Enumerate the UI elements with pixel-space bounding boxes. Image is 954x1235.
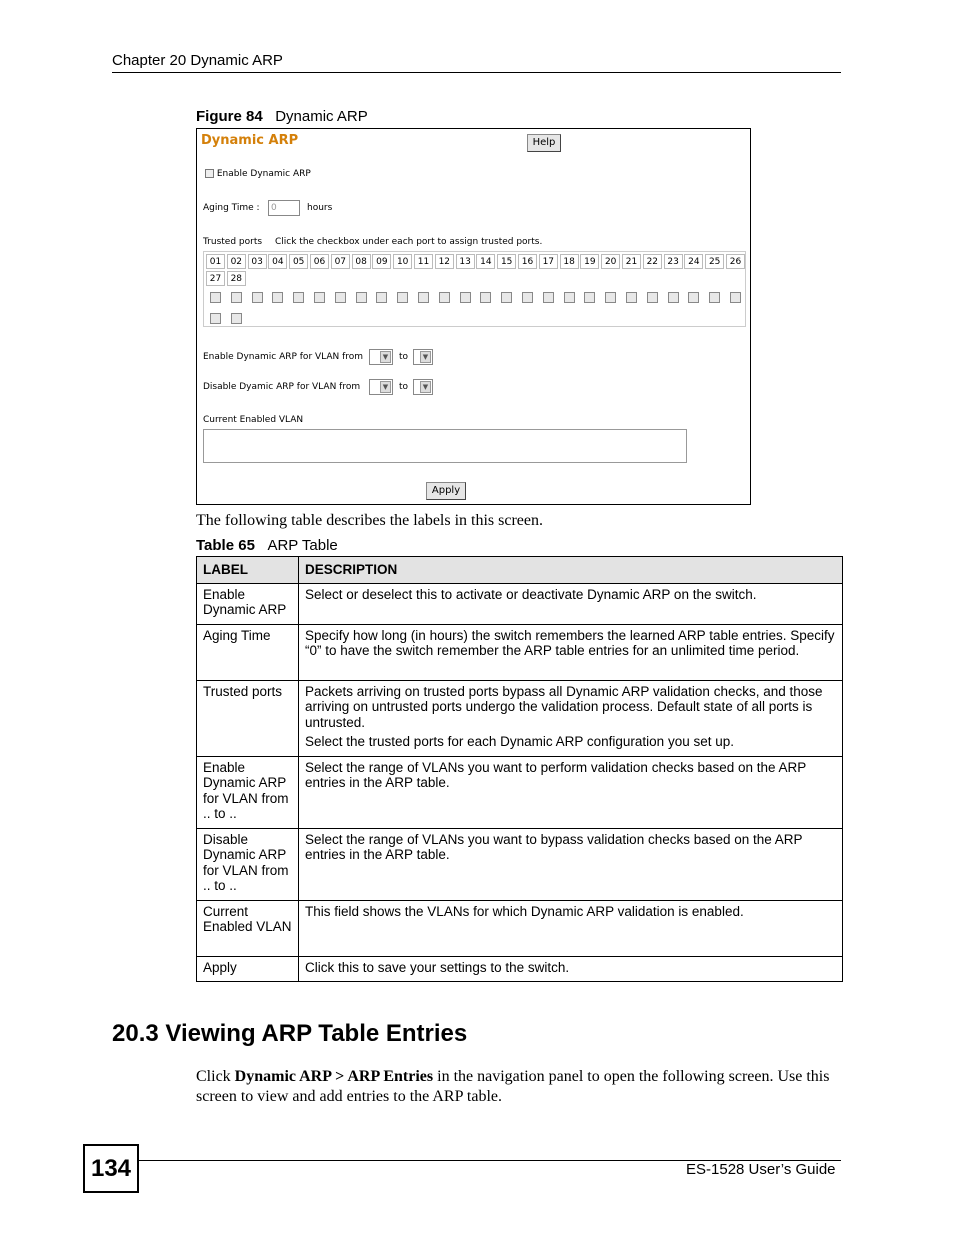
port-label: 25: [705, 254, 724, 269]
figure-title: Dynamic ARP: [275, 108, 368, 125]
disable-vlan-from-select[interactable]: [369, 379, 393, 395]
row-label: Enable Dynamic ARP for VLAN from .. to ..: [197, 756, 299, 828]
current-vlan-label: Current Enabled VLAN: [203, 415, 304, 425]
port-trusted-checkbox[interactable]: [397, 292, 408, 303]
row-description: [299, 900, 843, 956]
enable-vlan-label: Enable Dynamic ARP for VLAN from: [203, 352, 364, 362]
label-header: LABEL: [197, 557, 299, 584]
figure-label: Figure 84: [196, 108, 263, 125]
section-body: [196, 1067, 836, 1107]
port-label: 19: [580, 254, 599, 269]
port-label: 28: [227, 271, 246, 286]
port-label: 09: [372, 254, 391, 269]
description-paragraph: Click this to save your settings to the switch.: [305, 959, 570, 975]
port-label: 05: [289, 254, 308, 269]
row-description: [299, 583, 843, 624]
port-trusted-checkbox[interactable]: [647, 292, 658, 303]
port-label: 06: [310, 254, 329, 269]
row-label: Trusted ports: [197, 680, 299, 756]
row-label: Disable Dynamic ARP for VLAN from .. to ..: [197, 828, 299, 900]
description-paragraph: This field shows the VLANs for which Dynamic ARP validation is enabled.: [305, 903, 744, 919]
row-label: Aging Time: [197, 624, 299, 680]
chevron-down-icon: ▼: [420, 381, 431, 393]
aging-time-label: Aging Time :: [203, 203, 260, 213]
port-label: 26: [726, 254, 745, 269]
row-description: [299, 756, 843, 828]
enable-vlan-from-select[interactable]: [369, 349, 393, 365]
disable-vlan-to-select[interactable]: [413, 379, 433, 395]
chapter-header: Chapter 20 Dynamic ARP: [112, 52, 283, 69]
port-trusted-checkbox[interactable]: [626, 292, 637, 303]
port-trusted-checkbox[interactable]: [293, 292, 304, 303]
intro-text: The following table describes the labels in this screen.: [196, 512, 544, 529]
row-label: Current Enabled VLAN: [197, 900, 299, 956]
trusted-ports-label: Trusted ports: [203, 237, 263, 247]
port-trusted-checkbox[interactable]: [480, 292, 491, 303]
table-row: [197, 680, 843, 756]
enable-dynamic-arp-row: [205, 169, 311, 179]
port-label: 14: [476, 254, 495, 269]
aging-time-unit: hours: [307, 203, 333, 213]
section-body-bold: Dynamic ARP > ARP Entries: [234, 1068, 434, 1085]
table-label: Table 65: [196, 537, 255, 554]
port-label: 18: [560, 254, 579, 269]
port-label: 17: [539, 254, 558, 269]
chevron-down-icon: ▼: [420, 351, 431, 363]
table-row: [197, 624, 843, 680]
port-trusted-checkbox[interactable]: [210, 292, 221, 303]
table-row: [197, 956, 843, 982]
table-row: [197, 583, 843, 624]
guide-title: ES-1528 User’s Guide: [686, 1161, 836, 1178]
port-label: 08: [352, 254, 371, 269]
port-trusted-checkbox[interactable]: [543, 292, 554, 303]
row-description: [299, 680, 843, 756]
table-header-row: [197, 557, 843, 584]
description-paragraph: Specify how long (in hours) the switch remembers the learned ARP table entries. Specify “0” to have the switch remember the ARP table entries for an unlimited time period.: [305, 627, 835, 658]
header-rule: [112, 72, 841, 73]
section-body-post: in the navigation panel to open the following screen. Use this screen to view and add entries to the ARP table.: [196, 1068, 830, 1105]
row-label: Apply: [197, 956, 299, 982]
port-trusted-checkbox[interactable]: [356, 292, 367, 303]
port-trusted-checkbox[interactable]: [688, 292, 699, 303]
port-trusted-checkbox[interactable]: [564, 292, 575, 303]
port-label: 13: [456, 254, 475, 269]
port-trusted-checkbox[interactable]: [418, 292, 429, 303]
port-label: 11: [414, 254, 433, 269]
port-trusted-checkbox[interactable]: [709, 292, 720, 303]
port-trusted-checkbox[interactable]: [668, 292, 679, 303]
port-label: 01: [206, 254, 225, 269]
disable-vlan-to-label: to: [399, 382, 409, 392]
port-label: 15: [497, 254, 516, 269]
row-description: [299, 828, 843, 900]
port-trusted-checkbox[interactable]: [231, 292, 242, 303]
description-header: DESCRIPTION: [299, 557, 843, 584]
disable-vlan-label: Disable Dyamic ARP for VLAN from: [203, 382, 361, 392]
table-row: [197, 756, 843, 828]
port-trusted-checkbox[interactable]: [210, 313, 221, 324]
port-trusted-checkbox[interactable]: [605, 292, 616, 303]
port-trusted-checkbox[interactable]: [501, 292, 512, 303]
port-label: 07: [331, 254, 350, 269]
page-number: 134: [83, 1144, 139, 1193]
port-label: 04: [268, 254, 287, 269]
port-trusted-checkbox[interactable]: [439, 292, 450, 303]
port-label: 21: [622, 254, 641, 269]
enable-dynamic-arp-checkbox[interactable]: [205, 169, 214, 178]
port-label: 24: [684, 254, 703, 269]
port-trusted-checkbox[interactable]: [522, 292, 533, 303]
port-label: 27: [206, 271, 225, 286]
row-description: [299, 624, 843, 680]
chevron-down-icon: ▼: [380, 381, 391, 393]
help-button[interactable]: Help: [527, 134, 561, 152]
table-title: ARP Table: [267, 537, 338, 554]
table-caption: [196, 537, 338, 554]
aging-time-input[interactable]: 0: [268, 200, 300, 216]
apply-button[interactable]: Apply: [426, 482, 466, 500]
port-label: 20: [601, 254, 620, 269]
current-vlan-field: [203, 429, 687, 463]
port-trusted-checkbox[interactable]: [730, 292, 741, 303]
screen-title: Dynamic ARP: [201, 133, 299, 148]
port-trusted-checkbox[interactable]: [231, 313, 242, 324]
port-label: 16: [518, 254, 537, 269]
port-label: 02: [227, 254, 246, 269]
trusted-ports-grid: [203, 251, 746, 327]
trusted-ports-hint: Click the checkbox under each port to assign trusted ports.: [275, 237, 543, 247]
row-label: Enable Dynamic ARP: [197, 583, 299, 624]
port-trusted-checkbox[interactable]: [335, 292, 346, 303]
port-label: 23: [664, 254, 683, 269]
port-trusted-checkbox[interactable]: [460, 292, 471, 303]
port-trusted-checkbox[interactable]: [252, 292, 263, 303]
section-heading: 20.3 Viewing ARP Table Entries: [112, 1020, 468, 1047]
port-label: 12: [435, 254, 454, 269]
port-trusted-checkbox[interactable]: [314, 292, 325, 303]
table-row: [197, 900, 843, 956]
port-label: 10: [393, 254, 412, 269]
port-trusted-checkbox[interactable]: [272, 292, 283, 303]
port-label: 22: [643, 254, 662, 269]
port-trusted-checkbox[interactable]: [584, 292, 595, 303]
description-paragraph: Packets arriving on trusted ports bypass all Dynamic ARP validation checks, and those arriving on untrusted ports undergo the validation process. Default state of all ports is untrusted.: [305, 683, 823, 730]
enable-dynamic-arp-label: Enable Dynamic ARP: [216, 169, 311, 179]
section-body-pre: Click: [196, 1068, 235, 1085]
figure-caption: [196, 108, 368, 125]
dynamic-arp-screenshot: [196, 128, 751, 505]
description-paragraph: Select the range of VLANs you want to bypass validation checks based on the ARP entries in the ARP table.: [305, 831, 803, 862]
table-row: [197, 828, 843, 900]
description-paragraph: Select the range of VLANs you want to perform validation checks based on the ARP entries in the ARP table.: [305, 759, 807, 790]
enable-vlan-to-select[interactable]: [413, 349, 433, 365]
enable-vlan-to-label: to: [399, 352, 409, 362]
row-description: [299, 956, 843, 982]
description-paragraph: Select the trusted ports for each Dynamic ARP configuration you set up.: [305, 734, 734, 749]
arp-table: [196, 556, 843, 982]
port-label: 03: [248, 254, 267, 269]
description-paragraph: Select or deselect this to activate or deactivate Dynamic ARP on the switch.: [305, 586, 757, 602]
chevron-down-icon: ▼: [380, 351, 391, 363]
port-trusted-checkbox[interactable]: [376, 292, 387, 303]
